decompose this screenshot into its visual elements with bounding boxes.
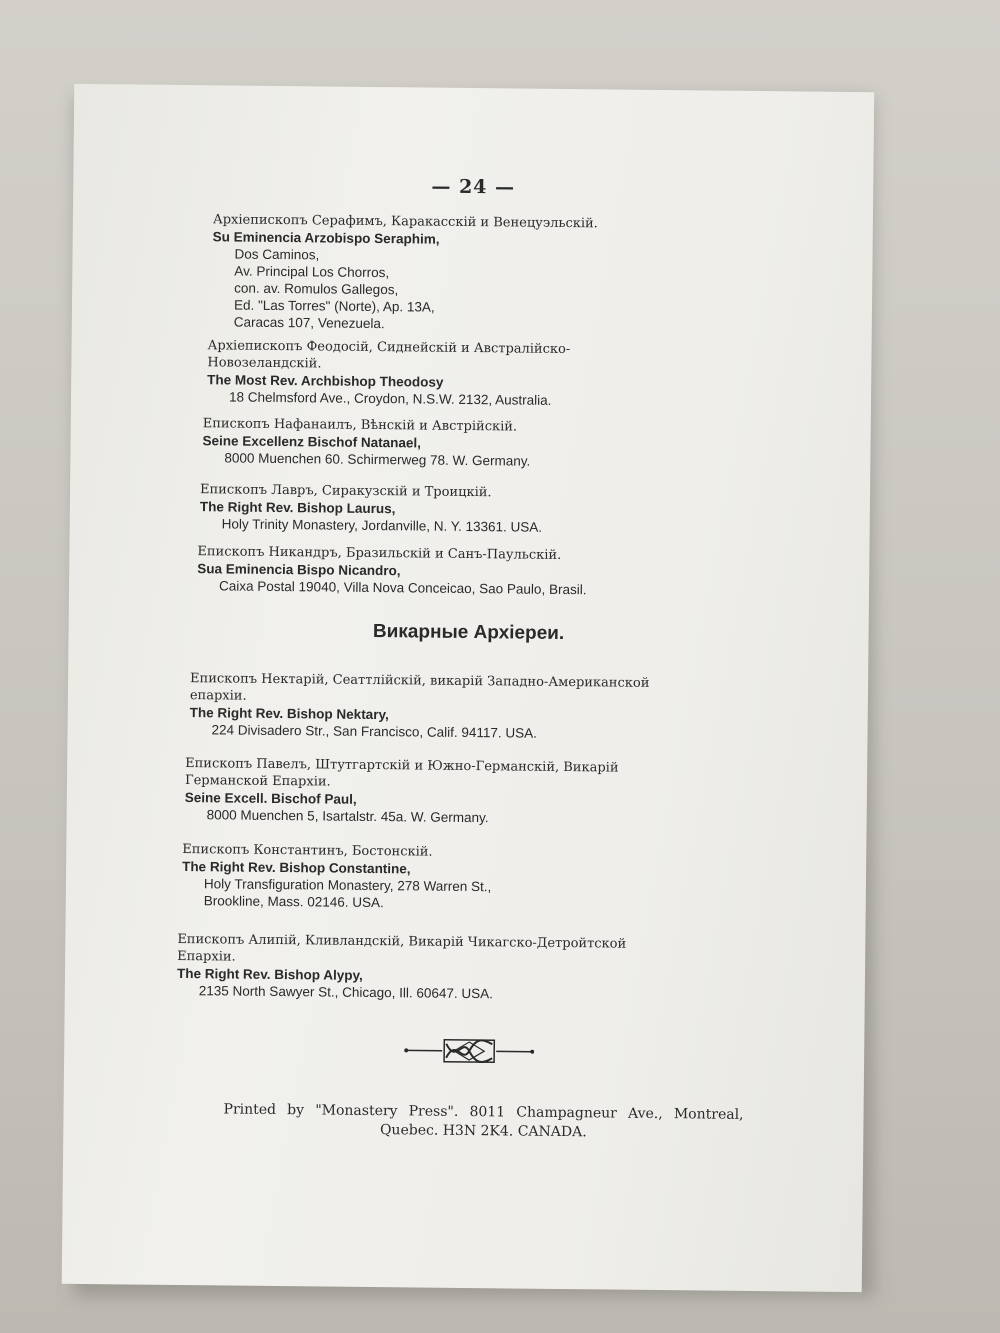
document-page [62, 84, 875, 1292]
entry-english-title: The Right Rev. Bishop Alypy, [176, 965, 363, 983]
entry-address-line: Brookline, Mass. 02146. USA. [203, 893, 384, 911]
entry-nektary [189, 670, 670, 743]
entry-address-line: 8000 Muenchen 5, Isartalstr. 45a. W. Germany. [206, 807, 489, 826]
entry-alypy [177, 931, 668, 1004]
entry-theodosy [207, 337, 668, 410]
entry-address-line: Dos Caminos, [234, 246, 320, 263]
entry-russian-title: Епископъ Нектарiй, Сеаттлiйскiй, викарiй Западно-Американской епархiи. [189, 671, 650, 704]
entry-english-title: The Right Rev. Bishop Nektary, [189, 705, 389, 723]
entry-russian-title: Архiепископъ Феодосiй, Сиднейскiй и Австралiйско-Новозеландскiй. [207, 338, 571, 372]
decorative-ornament-icon [404, 1035, 534, 1066]
entry-english-title: Su Eminencia Arzobispo Seraphim, [212, 229, 440, 247]
entry-english-title: Sua Eminencia Bispo Nicandro, [197, 561, 401, 579]
entry-address-line: 18 Chelmsford Ave., Croydon, N.S.W. 2132, Australia. [228, 389, 552, 408]
entry-russian-title: Епископъ Константинъ, Бостонскiй. [182, 842, 433, 860]
entry-english-title: The Right Rev. Bishop Constantine, [182, 859, 411, 877]
entry-russian-title: Епископъ Алипiй, Кливландскiй, Викарiй Чикагско-Детройтской Епархiи. [177, 931, 627, 965]
entry-english-title: Seine Excell. Bischof Paul, [184, 790, 357, 807]
entry-russian-title: Епископъ Никандръ, Бразильскiй и Санъ-Паульскiй. [197, 544, 562, 563]
entry-nicandro [197, 543, 688, 599]
entry-constantine [182, 841, 663, 914]
page-content [62, 84, 875, 1292]
footer-line-1: Printed by "Monastery Press". 8011 Champagneur Ave., Montreal, [223, 1101, 744, 1123]
entry-address-line: 2135 North Sawyer St., Chicago, Ill. 60647. USA. [198, 983, 494, 1002]
entry-english-title: The Right Rev. Bishop Laurus, [199, 499, 396, 517]
entry-russian-title: Епископъ Павелъ, Штутгартскiй и Южно-Германскiй, Викарiй Германской Епархiи. [184, 756, 619, 790]
printer-footer [223, 1100, 743, 1143]
entry-address-line: 8000 Muenchen 60. Schirmerweg 78. W. Germany. [224, 450, 531, 469]
entry-address-line: con. av. Romulos Gallegos, [234, 280, 399, 298]
entry-english-title: The Most Rev. Archbishop Theodosy [207, 372, 444, 390]
entry-address-line: Av. Principal Los Chorros, [234, 263, 390, 281]
page-number: — 24 — [431, 175, 516, 199]
entry-laurus [200, 481, 681, 537]
entry-paul [185, 755, 666, 828]
entry-russian-title: Архiепископъ Серафимъ, Каракасскiй и Венецуэльскiй. [212, 212, 598, 232]
entry-address-line: Ed. "Las Torres" (Norte), Ap. 13A, [233, 297, 435, 315]
entry-natanael [202, 415, 683, 471]
entry-address-line: Caracas 107, Venezuela. [233, 314, 385, 332]
entry-address-line: 224 Divisadero Str., San Francisco, Calif. 94117. USA. [211, 722, 538, 741]
entry-english-title: Seine Excellenz Bischof Natanael, [202, 433, 421, 451]
entry-address-line: Holy Trinity Monastery, Jordanville, N. Y. 13361. USA. [221, 516, 543, 535]
section-heading: Викарные Архiереи. [372, 621, 565, 645]
entry-russian-title: Епископъ Нафанаилъ, Вѣнскiй и Австрiйскiй. [202, 416, 518, 435]
entry-address-line: Caixa Postal 19040, Villa Nova Conceicao, Sao Paulo, Brasil. [218, 578, 587, 598]
entry-russian-title: Епископъ Лавръ, Сиракузскiй и Троицкiй. [199, 482, 492, 501]
entry-address-line: Holy Transfiguration Monastery, 278 Warren St., [203, 876, 492, 895]
entry-seraphim [212, 211, 693, 335]
footer-line-2: Quebec. H3N 2K4. CANADA. [379, 1122, 587, 1141]
